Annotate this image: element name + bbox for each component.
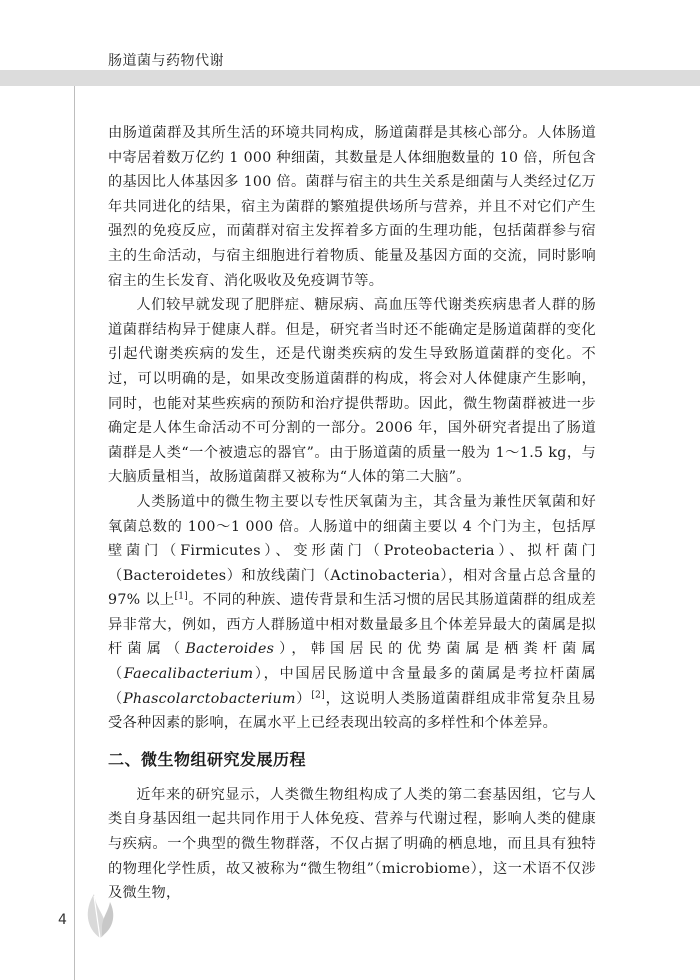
paragraph-3 — [108, 490, 596, 736]
paragraph-3-text-2: 。不同的种族、遗传背景和生活习惯的居民其肠道菌群的组成差异非常大，例如，西方人群肠道中相对数量最多且个体差异最大的菌属是拟杆菌属（ — [108, 592, 596, 658]
running-header-title: 肠道菌与药物代谢 — [108, 53, 224, 69]
page-body — [108, 121, 596, 906]
paragraph-4: 近年来的研究显示，人类微生物组构成了人类的第二套基因组，它与人类自身基因组一起共同作用于人体免疫、营养与代谢过程，影响人类的健康与疾病。一个典型的微生物群落，不仅占据了明确的栖息地，而且具有独特的物理化学性质，故又被称为“微生物组”（microbiome），这一术语不仅涉及微生物， — [108, 786, 596, 902]
paragraph-3-text-5: ） — [295, 690, 312, 707]
citation-2[interactable]: [2] — [311, 689, 326, 700]
section-heading: 二、微生物组研究发展历程 — [108, 749, 307, 769]
genus-phascolarctobacterium: Phascolarctobacterium — [123, 690, 296, 707]
genus-bacteroides: Bacteroides — [185, 641, 275, 658]
paragraph-3-text-1: 人类肠道中的微生物主要以专性厌氧菌为主，其含量为兼性厌氧菌和好氧菌总数的 100～1 000 倍。人肠道中的细菌主要以 4 个门为主，包括厚壁菌门（Firmicutes）、变形菌门（Proteobacteria）、拟杆菌门（Bacteroidetes）和放线菌门（Actinobacteria），相对含量占总含量的 97% 以上 — [108, 493, 596, 609]
header-band — [0, 70, 700, 86]
page-number: 4 — [58, 912, 67, 928]
paragraph-1: 由肠道菌群及其所生活的环境共同构成，肠道菌群是其核心部分。人体肠道中寄居着数万亿约 1 000 种细菌，其数量是人体细胞数量的 10 倍，所包含的基因比人体基因多 100 倍。菌群与宿主的共生关系是细菌与人类经过亿万年共同进化的结果，宿主为菌群的繁殖提供场所与营养，并且不对它们产生强烈的免疫反应，而菌群对宿主发挥着多方面的生理功能，包括菌群参与宿主的生命活动，与宿主细胞进行着物质、能量及基因方面的交流，同时影响宿主的生长发育、消化吸收及免疫调节等。 — [108, 125, 596, 289]
paragraph-3-text-4: ），中国居民肠道中含量最多的菌属是考拉杆菌属（ — [108, 666, 596, 707]
paragraph-2: 人们较早就发现了肥胖症、糖尿病、高血压等代谢类疾病患者人群的肠道菌群结构异于健康人群。但是，研究者当时还不能确定是肠道菌群的变化引起代谢类疾病的发生，还是代谢类疾病的发生导致肠道菌群的变化。不过，可以明确的是，如果改变肠道菌群的构成，将会对人体健康产生影响，同时，也能对某些疾病的预防和治疗提供帮助。因此，微生物菌群被进一步确定是人体生命活动不可分割的一部分。2006 年，国外研究者提出了肠道菌群是人类“一个被遗忘的器官”。由于肠道菌的质量一般为 1～1.5 kg，与大脑质量相当，故肠道菌群又被称为“人体的第二大脑”。 — [108, 297, 596, 486]
genus-faecalibacterium: Faecalibacterium — [123, 666, 254, 683]
paragraph-3-text-6: ，这说明人类肠道菌群组成非常复杂且易受各种因素的影响，在属水平上已经表现出较高的多样性和个体差异。 — [108, 690, 596, 732]
header-area — [0, 45, 700, 70]
citation-1[interactable]: [1] — [174, 591, 189, 602]
paragraph-3-text-3: ），韩国居民的优势菌属是栖粪杆菌属（ — [108, 641, 596, 683]
leaf-icon — [80, 888, 120, 940]
margin-rule — [74, 86, 75, 980]
